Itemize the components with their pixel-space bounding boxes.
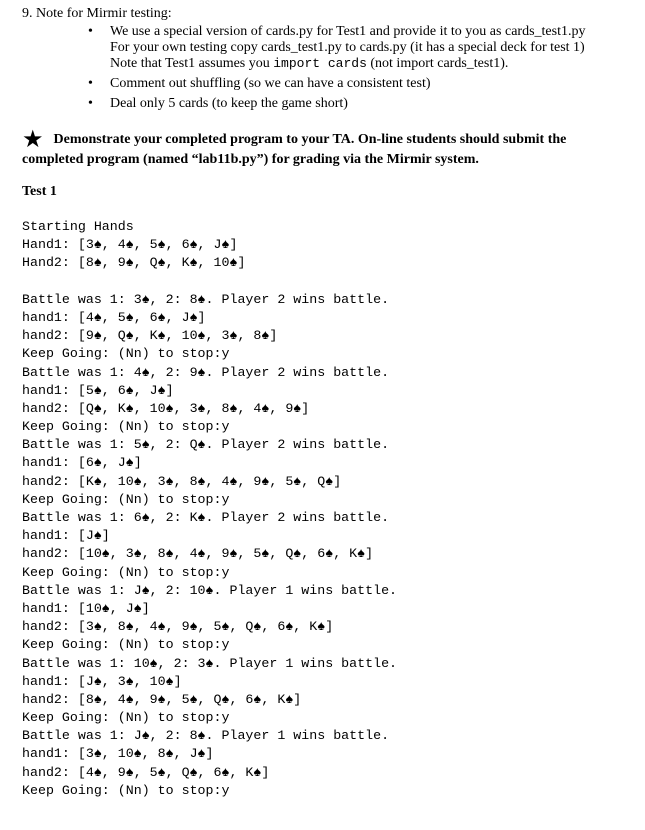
inline-code: import cards xyxy=(273,56,367,71)
bullet-line xyxy=(110,40,626,56)
bullet-icon: • xyxy=(88,24,93,39)
bullet-icon: • xyxy=(88,76,93,91)
bullet-text: Note that Test1 assumes you xyxy=(110,56,274,71)
output-line: Hand1: [3♠, 4♠, 5♠, 6♠, J♠] xyxy=(22,237,238,253)
bullet-line xyxy=(110,56,626,72)
output-line: Battle was 1: 10♠, 2: 3♠. Player 1 wins battle. xyxy=(22,655,398,671)
output-line: Battle was 1: 6♠, 2: K♠. Player 2 wins battle. xyxy=(22,510,390,525)
output-line: Keep Going: (Nn) to stop:y xyxy=(22,491,230,507)
bullet-line xyxy=(110,24,626,40)
output-line: Keep Going: (Nn) to stop:y xyxy=(22,782,230,798)
test-title: Test 1 xyxy=(22,184,57,199)
demonstrate-instructions xyxy=(22,127,622,169)
output-line: Keep Going: (Nn) to stop:y xyxy=(22,710,230,726)
output-line: Keep Going: (Nn) to stop:y xyxy=(22,419,230,435)
output-line: Keep Going: (Nn) to stop:y xyxy=(22,637,230,653)
note-bullet-item xyxy=(86,96,626,112)
output-line: Hand2: [8♠, 9♠, Q♠, K♠, 10♠] xyxy=(22,255,246,271)
program-output xyxy=(22,218,397,800)
output-line: hand2: [3♠, 8♠, 4♠, 9♠, 5♠, Q♠, 6♠, K♠] xyxy=(22,619,334,635)
output-line: hand2: [Q♠, K♠, 10♠, 3♠, 8♠, 4♠, 9♠] xyxy=(22,400,310,416)
output-line: hand1: [J♠, 3♠, 10♠] xyxy=(22,673,182,689)
output-line: hand1: [J♠] xyxy=(22,528,110,544)
bullet-text: We use a special version of cards.py for Test1 and provide it to you as cards_test1.py xyxy=(110,24,586,39)
note-heading: 9. Note for Mirmir testing: xyxy=(22,6,172,21)
output-line: hand1: [10♠, J♠] xyxy=(22,600,150,616)
bullet-line xyxy=(110,96,626,112)
output-line: Battle was 1: 4♠, 2: 9♠. Player 2 wins battle. xyxy=(22,364,390,380)
output-line: Keep Going: (Nn) to stop:y xyxy=(22,346,230,362)
output-line: Starting Hands xyxy=(22,219,134,234)
output-line: hand1: [5♠, 6♠, J♠] xyxy=(22,382,174,398)
output-line: hand2: [9♠, Q♠, K♠, 10♠, 3♠, 8♠] xyxy=(22,328,278,344)
output-line: hand1: [4♠, 5♠, 6♠, J♠] xyxy=(22,309,206,325)
output-line: hand2: [K♠, 10♠, 3♠, 8♠, 4♠, 9♠, 5♠, Q♠] xyxy=(22,473,342,489)
output-line: Battle was 1: J♠, 2: 8♠. Player 1 wins battle. xyxy=(22,728,390,744)
note-bullet-list xyxy=(86,24,626,116)
output-line: hand2: [4♠, 9♠, 5♠, Q♠, 6♠, K♠] xyxy=(22,764,270,780)
demonstrate-line-1: Demonstrate your completed program to your TA. On-line students should submit the xyxy=(53,132,567,147)
bullet-line xyxy=(110,76,626,92)
output-line: hand2: [8♠, 4♠, 9♠, 5♠, Q♠, 6♠, K♠] xyxy=(22,691,302,707)
note-bullet-item xyxy=(86,76,626,92)
output-line: Battle was 1: J♠, 2: 10♠. Player 1 wins battle. xyxy=(22,582,398,598)
bullet-text: Deal only 5 cards (to keep the game short) xyxy=(110,96,348,111)
bullet-text: For your own testing copy cards_test1.py to cards.py (it has a special deck for test 1) xyxy=(110,40,585,55)
output-line xyxy=(22,273,397,291)
output-line: hand2: [10♠, 3♠, 8♠, 4♠, 9♠, 5♠, Q♠, 6♠, K♠] xyxy=(22,546,374,562)
bullet-text: Comment out shuffling (so we can have a consistent test) xyxy=(110,76,431,91)
bullet-text: (not import cards_test1). xyxy=(366,56,509,71)
star-icon: ★ xyxy=(22,127,44,153)
bullet-icon: • xyxy=(88,96,93,111)
output-line: Keep Going: (Nn) to stop:y xyxy=(22,564,230,580)
output-line: Battle was 1: 3♠, 2: 8♠. Player 2 wins battle. xyxy=(22,291,390,307)
note-bullet-item xyxy=(86,24,626,72)
demonstrate-line-2: completed program (named “lab11b.py”) for grading via the Mirmir system. xyxy=(22,152,479,167)
output-line: hand1: [3♠, 10♠, 8♠, J♠] xyxy=(22,746,214,762)
output-line: hand1: [6♠, J♠] xyxy=(22,455,142,471)
output-line: Battle was 1: 5♠, 2: Q♠. Player 2 wins battle. xyxy=(22,437,390,453)
